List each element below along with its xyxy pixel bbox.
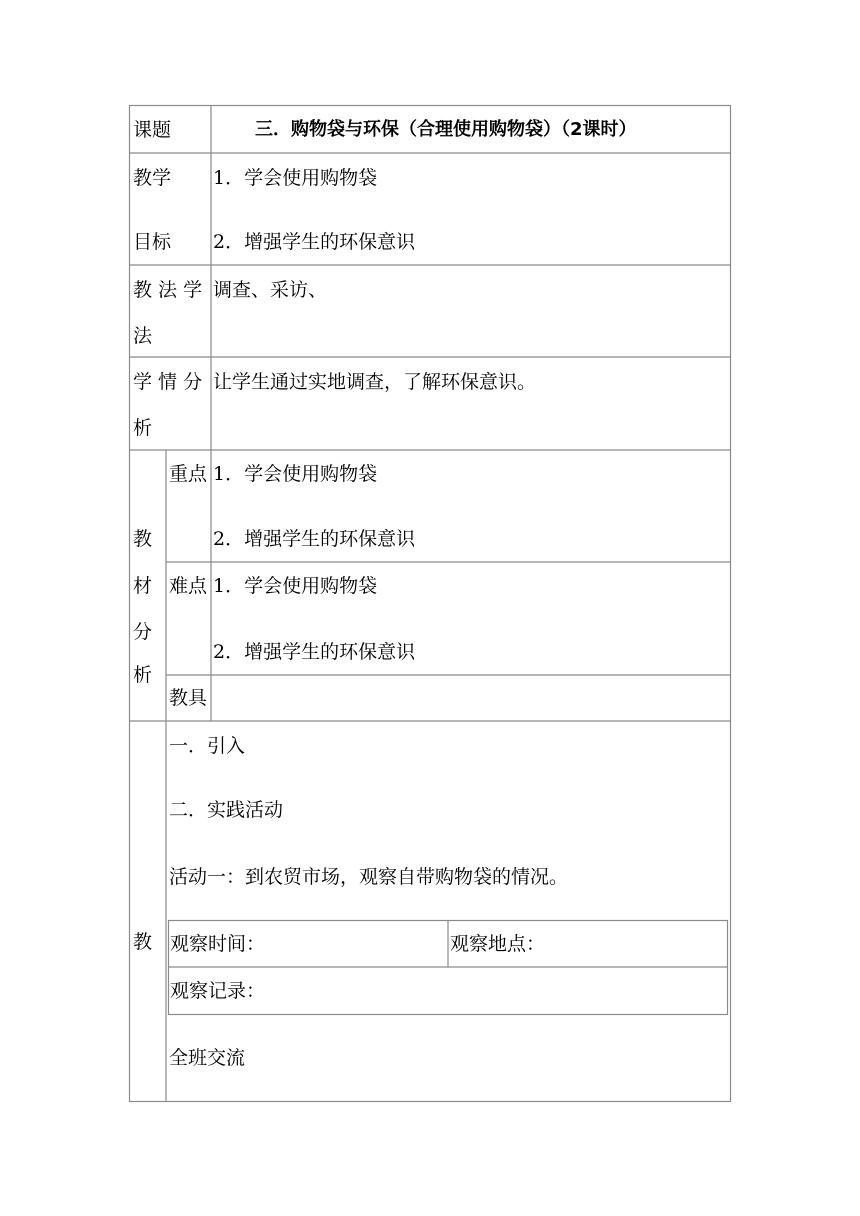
observation-place-label: 观察地点： xyxy=(450,933,546,955)
difficult-point-item-2: 2．增强学生的环保意识 xyxy=(213,641,416,663)
methods-label-line2: 法 xyxy=(133,325,153,347)
objective-item-1: 1．学会使用购物袋 xyxy=(213,167,378,189)
key-points-label: 重点 xyxy=(169,463,208,485)
topic-label: 课题 xyxy=(133,119,172,141)
key-point-item-2: 2．增强学生的环保意识 xyxy=(213,528,416,550)
situation-label-line1: 学 情 分 xyxy=(133,371,203,393)
objectives-label-line2: 目标 xyxy=(133,231,172,253)
class-discussion: 全班交流 xyxy=(169,1047,246,1069)
material-label-char-1: 教 xyxy=(133,528,153,550)
observation-record-label: 观察记录： xyxy=(170,980,266,1002)
material-label-char-2: 材 xyxy=(133,575,153,597)
process-step-2: 二．实践活动 xyxy=(169,799,284,821)
difficult-points-label: 难点 xyxy=(169,575,208,597)
material-label-char-4: 析 xyxy=(133,664,153,686)
difficult-point-item-1: 1．学会使用购物袋 xyxy=(213,575,378,597)
methods-label-line1: 教 法 学 xyxy=(133,279,203,301)
objective-item-2: 2．增强学生的环保意识 xyxy=(213,231,416,253)
tools-label: 教具 xyxy=(169,687,208,709)
process-label: 教 xyxy=(133,931,153,953)
process-step-1: 一．引入 xyxy=(169,735,246,757)
lesson-title: 三．购物袋与环保（合理使用购物袋）（2课时） xyxy=(255,119,637,140)
activity-1: 活动一：到农贸市场，观察自带购物袋的情况。 xyxy=(169,866,569,888)
key-point-item-1: 1．学会使用购物袋 xyxy=(213,463,378,485)
observation-time-label: 观察时间： xyxy=(170,933,266,955)
situation-content: 让学生通过实地调查，了解环保意识。 xyxy=(213,371,537,393)
situation-label-line2: 析 xyxy=(133,417,153,439)
material-label-char-3: 分 xyxy=(133,621,153,643)
objectives-label-line1: 教学 xyxy=(133,167,172,189)
methods-content: 调查、采访、 xyxy=(213,279,328,301)
